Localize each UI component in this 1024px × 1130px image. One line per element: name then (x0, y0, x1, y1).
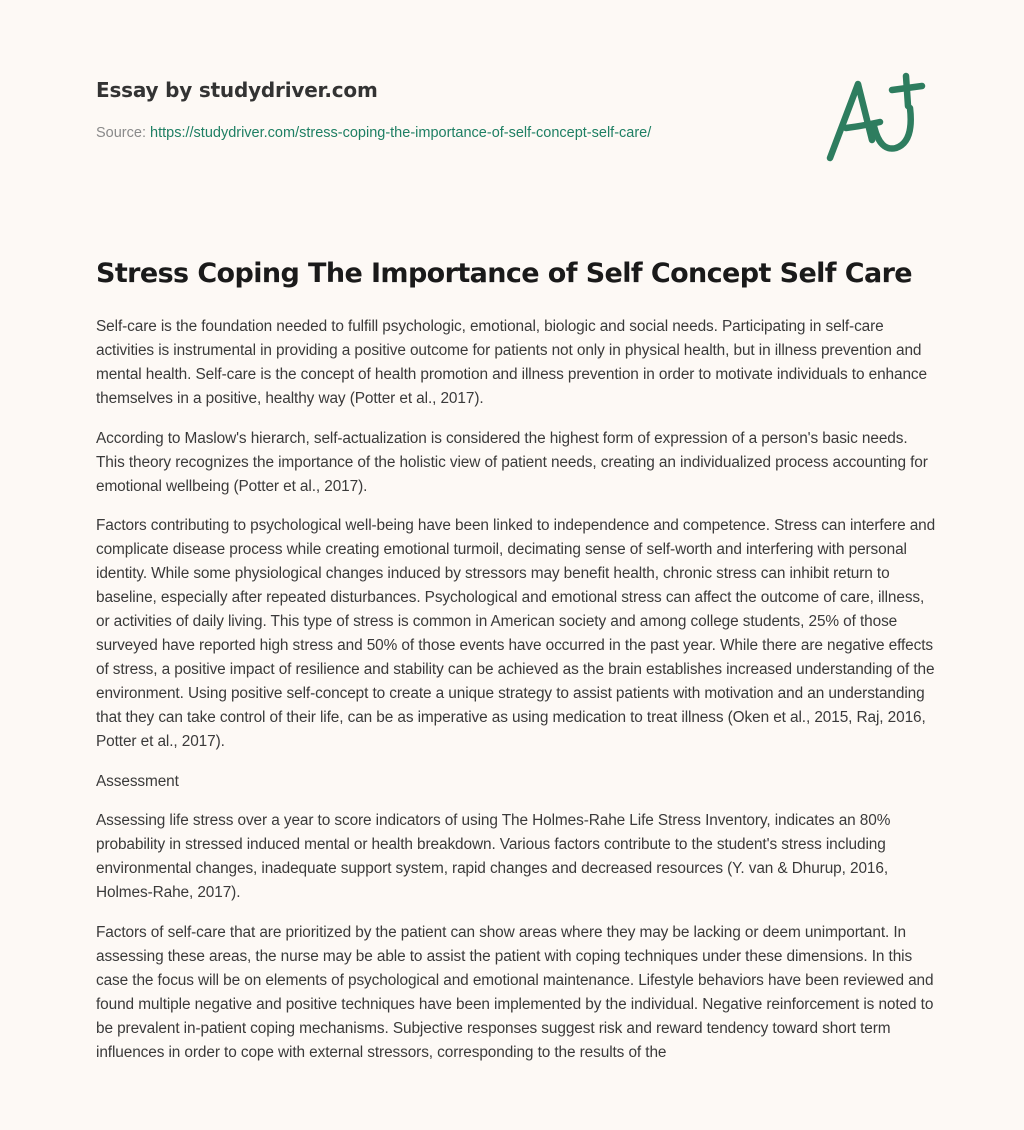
section-heading-assessment: Assessment (96, 772, 179, 790)
source-link[interactable]: https://studydriver.com/stress-coping-the-importance-of-self-concept-self-care/ (150, 125, 652, 141)
source-line (96, 123, 796, 143)
paragraph: Self-care is the foundation needed to fulfill psychologic, emotional, biologic and social needs. Participating in self-care activities is instrumental in providing a positive outcome for patients not only in physical health, but in illness prevention and mental health. Self-care is the concept of health promotion and illness prevention in order to motivate individuals to enhance themselves in a positive, healthy way (Potter et al., 2017). (96, 318, 927, 407)
paragraph: Factors of self-care that are prioritized by the patient can show areas where they may be lacking or deem unimportant. In assessing these areas, the nurse may be able to assist the patient with coping techniques under these dimensions. In this case the focus will be on elements of psychological and emotional maintenance. Lifestyle behaviors have been reviewed and found multiple negative and positive techniques have been implemented by the individual. Negative reinforcement is noted to be prevalent in-patient coping mechanisms. Subjective responses suggest risk and reward tendency toward short term influences in order to cope with external stressors, corresponding to the results of the (96, 923, 934, 1061)
article-title: Stress Coping The Importance of Self Concept Self Care (96, 258, 913, 289)
brand-title: Essay by studydriver.com (96, 78, 378, 102)
paragraph: Factors contributing to psychological well-being have been linked to independence and competence. Stress can interfere and complicate disease process while creating emotional turmoil, decimating sense of self-worth and interfering with personal identity. While some physiological changes induced by stressors may benefit health, chronic stress can inhibit return to baseline, especially after repeated disturbances. Psychological and emotional stress can affect the outcome of care, illness, or activities of daily living. This type of stress is common in American society and among college students, 25% of those surveyed have reported high stress and 50% of those events have occurred in the past year. While there are negative effects of stress, a positive impact of resilience and stability can be achieved as the brain establishes increased understanding of the environment. Using positive self-concept to create a unique strategy to assist patients with motivation and an understanding that they can take control of their life, can be as imperative as using medication to treat illness (Oken et al., 2015, Raj, 2016, Potter et al., 2017). (96, 517, 936, 750)
paragraph: According to Maslow's hierarch, self-actualization is considered the highest form of expression of a person's basic needs. This theory recognizes the importance of the holistic view of patient needs, creating an individualized process accounting for emotional wellbeing (Potter et al., 2017). (96, 429, 928, 495)
source-label: Source: (96, 125, 146, 141)
a-plus-grade-icon (822, 68, 932, 168)
page-header (96, 76, 796, 143)
article-body (96, 315, 936, 1080)
paragraph: Assessing life stress over a year to score indicators of using The Holmes-Rahe Life Stress Inventory, indicates an 80% probability in stressed induced mental or health breakdown. Various factors contribute to the student's stress including environmental changes, inadequate support system, rapid changes and decreased resources (Y. van & Dhurup, 2016, Holmes-Rahe, 2017). (96, 812, 891, 901)
